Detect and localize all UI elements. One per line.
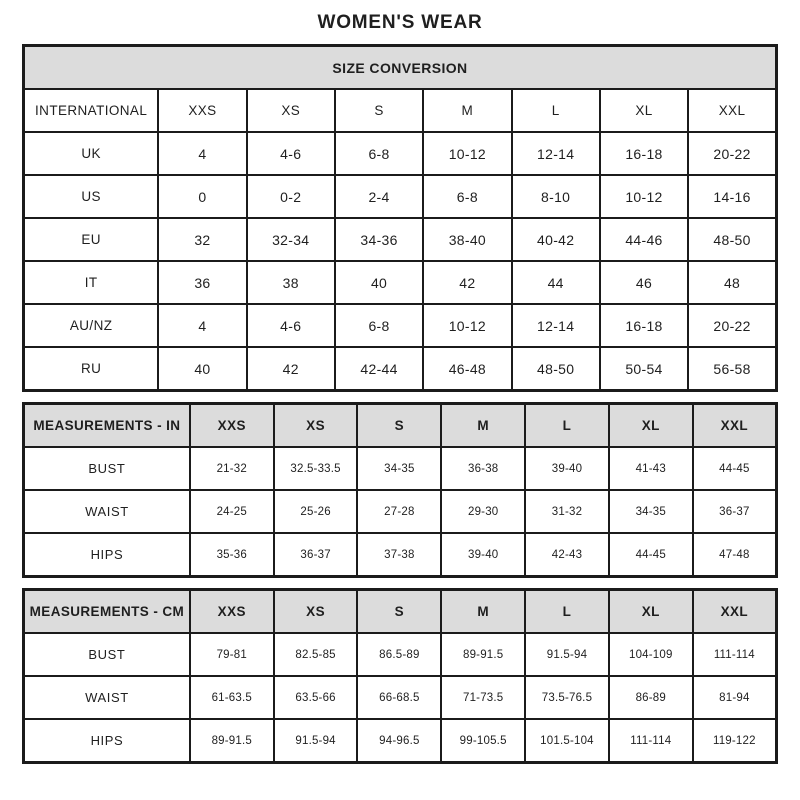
table-row [24,533,777,577]
value-cell: 94-96.5 [357,719,441,763]
value-cell: 63.5-66 [274,676,358,719]
value-cell: 12-14 [512,132,600,175]
column-header: M [441,590,525,634]
value-cell: 20-22 [688,304,776,347]
column-header-row [24,590,777,634]
value-cell: 61-63.5 [190,676,274,719]
value-cell: 36-38 [441,447,525,490]
column-header: XS [274,590,358,634]
value-cell: 40 [335,261,423,304]
value-cell: 4 [158,304,246,347]
row-label: AU/NZ [24,304,159,347]
value-cell: 44-45 [609,533,693,577]
value-cell: 42-44 [335,347,423,391]
value-cell: 6-8 [335,132,423,175]
value-cell: 89-91.5 [190,719,274,763]
row-label: WAIST [24,490,190,533]
row-label: RU [24,347,159,391]
value-cell: 119-122 [693,719,777,763]
table-row [24,676,777,719]
value-cell: 36-37 [693,490,777,533]
column-header-row [24,89,777,132]
value-cell: 48 [688,261,776,304]
value-cell: 21-32 [190,447,274,490]
value-cell: 82.5-85 [274,633,358,676]
value-cell: 10-12 [600,175,688,218]
column-header: XXS [158,89,246,132]
column-header: M [423,89,511,132]
value-cell: 10-12 [423,304,511,347]
value-cell: 44-46 [600,218,688,261]
value-cell: 86-89 [609,676,693,719]
column-header: XXL [693,590,777,634]
value-cell: 41-43 [609,447,693,490]
table-row [24,490,777,533]
value-cell: 91.5-94 [274,719,358,763]
column-header: L [525,404,609,448]
value-cell: 91.5-94 [525,633,609,676]
value-cell: 38-40 [423,218,511,261]
value-cell: 89-91.5 [441,633,525,676]
value-cell: 6-8 [423,175,511,218]
measurements-cm-table [22,588,778,764]
column-header: INTERNATIONAL [24,89,159,132]
table-row [24,347,777,391]
row-label: BUST [24,447,190,490]
value-cell: 48-50 [512,347,600,391]
value-cell: 42 [423,261,511,304]
value-cell: 16-18 [600,304,688,347]
row-label: HIPS [24,719,190,763]
value-cell: 14-16 [688,175,776,218]
value-cell: 40 [158,347,246,391]
value-cell: 104-109 [609,633,693,676]
row-label: BUST [24,633,190,676]
value-cell: 111-114 [609,719,693,763]
table-row [24,132,777,175]
value-cell: 111-114 [693,633,777,676]
value-cell: 24-25 [190,490,274,533]
value-cell: 48-50 [688,218,776,261]
column-header: XXS [190,404,274,448]
value-cell: 20-22 [688,132,776,175]
measurements-in-table [22,402,778,578]
row-label: US [24,175,159,218]
value-cell: 16-18 [600,132,688,175]
value-cell: 50-54 [600,347,688,391]
value-cell: 36-37 [274,533,358,577]
row-label: UK [24,132,159,175]
column-header: XXL [688,89,776,132]
table-banner: SIZE CONVERSION [24,46,777,90]
value-cell: 71-73.5 [441,676,525,719]
value-cell: 44 [512,261,600,304]
row-label: WAIST [24,676,190,719]
column-header: S [357,404,441,448]
value-cell: 73.5-76.5 [525,676,609,719]
value-cell: 27-28 [357,490,441,533]
column-header: L [512,89,600,132]
value-cell: 29-30 [441,490,525,533]
column-header: XS [247,89,335,132]
column-header: XL [609,404,693,448]
value-cell: 42 [247,347,335,391]
value-cell: 66-68.5 [357,676,441,719]
row-label: EU [24,218,159,261]
value-cell: 34-35 [357,447,441,490]
value-cell: 32 [158,218,246,261]
value-cell: 40-42 [512,218,600,261]
column-header: MEASUREMENTS - CM [24,590,190,634]
size-conversion-table [22,44,778,392]
value-cell: 44-45 [693,447,777,490]
column-header: XXS [190,590,274,634]
value-cell: 34-36 [335,218,423,261]
value-cell: 99-105.5 [441,719,525,763]
row-label: IT [24,261,159,304]
value-cell: 38 [247,261,335,304]
value-cell: 79-81 [190,633,274,676]
table-banner-row [24,46,777,90]
column-header: L [525,590,609,634]
value-cell: 0-2 [247,175,335,218]
column-header: S [357,590,441,634]
value-cell: 46-48 [423,347,511,391]
value-cell: 25-26 [274,490,358,533]
value-cell: 34-35 [609,490,693,533]
value-cell: 0 [158,175,246,218]
value-cell: 35-36 [190,533,274,577]
value-cell: 81-94 [693,676,777,719]
column-header-row [24,404,777,448]
table-row [24,218,777,261]
value-cell: 2-4 [335,175,423,218]
value-cell: 42-43 [525,533,609,577]
column-header: MEASUREMENTS - IN [24,404,190,448]
value-cell: 10-12 [423,132,511,175]
value-cell: 31-32 [525,490,609,533]
value-cell: 56-58 [688,347,776,391]
value-cell: 4 [158,132,246,175]
value-cell: 32.5-33.5 [274,447,358,490]
value-cell: 37-38 [357,533,441,577]
column-header: XL [609,590,693,634]
size-chart-page [22,0,778,764]
value-cell: 39-40 [525,447,609,490]
value-cell: 8-10 [512,175,600,218]
value-cell: 12-14 [512,304,600,347]
value-cell: 39-40 [441,533,525,577]
table-row [24,447,777,490]
table-row [24,175,777,218]
value-cell: 32-34 [247,218,335,261]
column-header: XXL [693,404,777,448]
value-cell: 101.5-104 [525,719,609,763]
value-cell: 6-8 [335,304,423,347]
page-title: WOMEN'S WEAR [317,12,483,33]
value-cell: 4-6 [247,132,335,175]
value-cell: 47-48 [693,533,777,577]
row-label: HIPS [24,533,190,577]
table-row [24,304,777,347]
value-cell: 86.5-89 [357,633,441,676]
table-row [24,633,777,676]
value-cell: 36 [158,261,246,304]
column-header: XL [600,89,688,132]
column-header: XS [274,404,358,448]
table-row [24,719,777,763]
column-header: M [441,404,525,448]
column-header: S [335,89,423,132]
value-cell: 46 [600,261,688,304]
value-cell: 4-6 [247,304,335,347]
table-row [24,261,777,304]
